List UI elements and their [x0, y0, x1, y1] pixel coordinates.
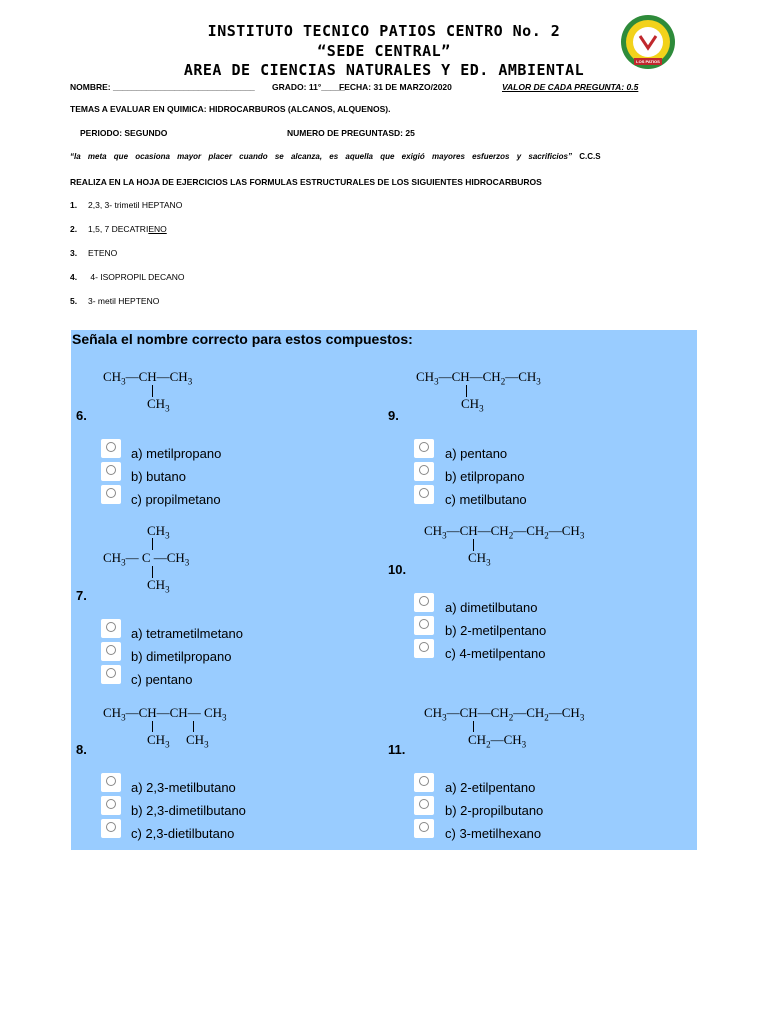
formula-q8-branch1: $CH_3$ — [147, 732, 170, 750]
option-label: c) 2,3-dietilbutano — [131, 826, 235, 841]
option-label: a) 2,3-metilbutano — [131, 780, 236, 795]
option-label: a) dimetilbutano — [445, 600, 538, 615]
option-label: a) pentano — [445, 446, 508, 461]
list-item: 5. 3- metil HEPTENO — [70, 296, 160, 306]
quote-text: “la meta que ocasiona mayor placer cuando se alcanza, es aquella que exigió mayores esfuerzos y sacrificios” — [70, 152, 572, 161]
radio-q7-b[interactable] — [101, 642, 121, 661]
valor-pregunta: VALOR DE CADA PREGUNTA: 0.5 — [502, 82, 639, 92]
temas-line: TEMAS A EVALUAR EN QUIMICA: HIDROCARBUROS (ALCANOS, ALQUENOS). — [70, 104, 391, 114]
option-label: c) propilmetano — [131, 492, 221, 507]
option-label: a) tetrametilmetano — [131, 626, 243, 641]
option-label: c) metilbutano — [445, 492, 527, 507]
formula-q9: $CH_3—CH—CH_2—CH_3$ — [416, 369, 541, 387]
radio-q6-a[interactable] — [101, 439, 121, 458]
grado-field: GRADO: 11°_____ — [272, 82, 345, 92]
formula-q8-branch2: $CH_3$ — [186, 732, 209, 750]
school-sede: “SEDE CENTRAL” — [317, 42, 451, 60]
formula-q11-branch: $CH_2—CH_3$ — [468, 732, 527, 750]
option-label: c) pentano — [131, 672, 193, 687]
quote-author: C.C.S — [579, 152, 601, 161]
radio-q8-b[interactable] — [101, 796, 121, 815]
formula-q6: $CH_3—CH—CH_3$ — [103, 369, 193, 387]
formula-q7-bottom: $CH_3$ — [147, 577, 170, 595]
option-label: c) 4-metilpentano — [445, 646, 546, 661]
motivational-quote — [70, 152, 670, 161]
list-item: 4. 4- ISOPROPIL DECANO — [70, 272, 185, 282]
radio-q9-c[interactable] — [414, 485, 434, 504]
option-label: b) 2-metilpentano — [445, 623, 547, 638]
question-number: 11. — [388, 742, 406, 757]
radio-q8-c[interactable] — [101, 819, 121, 838]
radio-q10-c[interactable] — [414, 639, 434, 658]
bond-line — [193, 721, 194, 732]
option-label: a) metilpropano — [131, 446, 222, 461]
option-label: b) butano — [131, 469, 186, 484]
radio-q11-c[interactable] — [414, 819, 434, 838]
panel-title: Señala el nombre correcto para estos compuestos: — [72, 331, 413, 347]
radio-q7-c[interactable] — [101, 665, 121, 684]
logo-caption: LOS PATIOS — [636, 59, 660, 64]
question-number: 6. — [76, 408, 87, 423]
question-number: 10. — [388, 562, 407, 577]
radio-q11-b[interactable] — [414, 796, 434, 815]
option-label: c) 3-metilhexano — [445, 826, 542, 841]
nombre-field: NOMBRE: ______________________________ — [70, 82, 255, 92]
list-item: 3. ETENO — [70, 248, 118, 258]
list-item: 2. 1,5, 7 DECATRIENO — [70, 224, 167, 234]
radio-q10-b[interactable] — [414, 616, 434, 635]
bond-line — [152, 538, 153, 550]
fecha-field: FECHA: 31 DE MARZO/2020 — [339, 82, 452, 92]
bond-line — [152, 721, 153, 732]
question-number: 7. — [76, 588, 87, 603]
radio-q7-a[interactable] — [101, 619, 121, 638]
bond-line — [473, 721, 474, 732]
formula-q10: $CH_3—CH—CH_2—CH_2—CH_3$ — [424, 523, 585, 541]
radio-q9-a[interactable] — [414, 439, 434, 458]
question-number: 9. — [388, 408, 399, 423]
periodo-line: PERIODO: SEGUNDO — [80, 128, 168, 138]
radio-q6-b[interactable] — [101, 462, 121, 481]
option-label: a) 2-etilpentano — [445, 780, 536, 795]
list-item: 1. 2,3, 3- trimetil HEPTANO — [70, 200, 183, 210]
formula-q10-branch: $CH_3$ — [468, 550, 491, 568]
school-name: INSTITUTO TECNICO PATIOS CENTRO No. 2 — [207, 22, 561, 40]
option-label: b) 2,3-dimetilbutano — [131, 803, 246, 818]
num-preguntas: NUMERO DE PREGUNTASD: 25 — [287, 128, 415, 138]
option-label: b) etilpropano — [445, 469, 525, 484]
option-label: b) 2-propilbutano — [445, 803, 544, 818]
formula-q11: $CH_3—CH—CH_2—CH_2—CH_3$ — [424, 705, 585, 723]
question-number: 8. — [76, 742, 87, 757]
instruction-line: REALIZA EN LA HOJA DE EJERCICIOS LAS FORMULAS ESTRUCTURALES DE LOS SIGUIENTES HIDROCARBUROS — [70, 177, 542, 187]
formula-q9-branch: $CH_3$ — [461, 396, 484, 414]
formula-q6-branch: $CH_3$ — [147, 396, 170, 414]
radio-q6-c[interactable] — [101, 485, 121, 504]
formula-q7: $CH_3—$ C $—CH_3$ — [103, 550, 190, 568]
radio-q10-a[interactable] — [414, 593, 434, 612]
area-title: AREA DE CIENCIAS NATURALES Y ED. AMBIENTAL — [183, 61, 585, 79]
radio-q11-a[interactable] — [414, 773, 434, 792]
formula-q7-top: $CH_3$ — [147, 523, 170, 541]
option-label: b) dimetilpropano — [131, 649, 232, 664]
radio-q9-b[interactable] — [414, 462, 434, 481]
radio-q8-a[interactable] — [101, 773, 121, 792]
formula-q8: $CH_3—CH—CH—$ $CH_3$ — [103, 705, 227, 723]
